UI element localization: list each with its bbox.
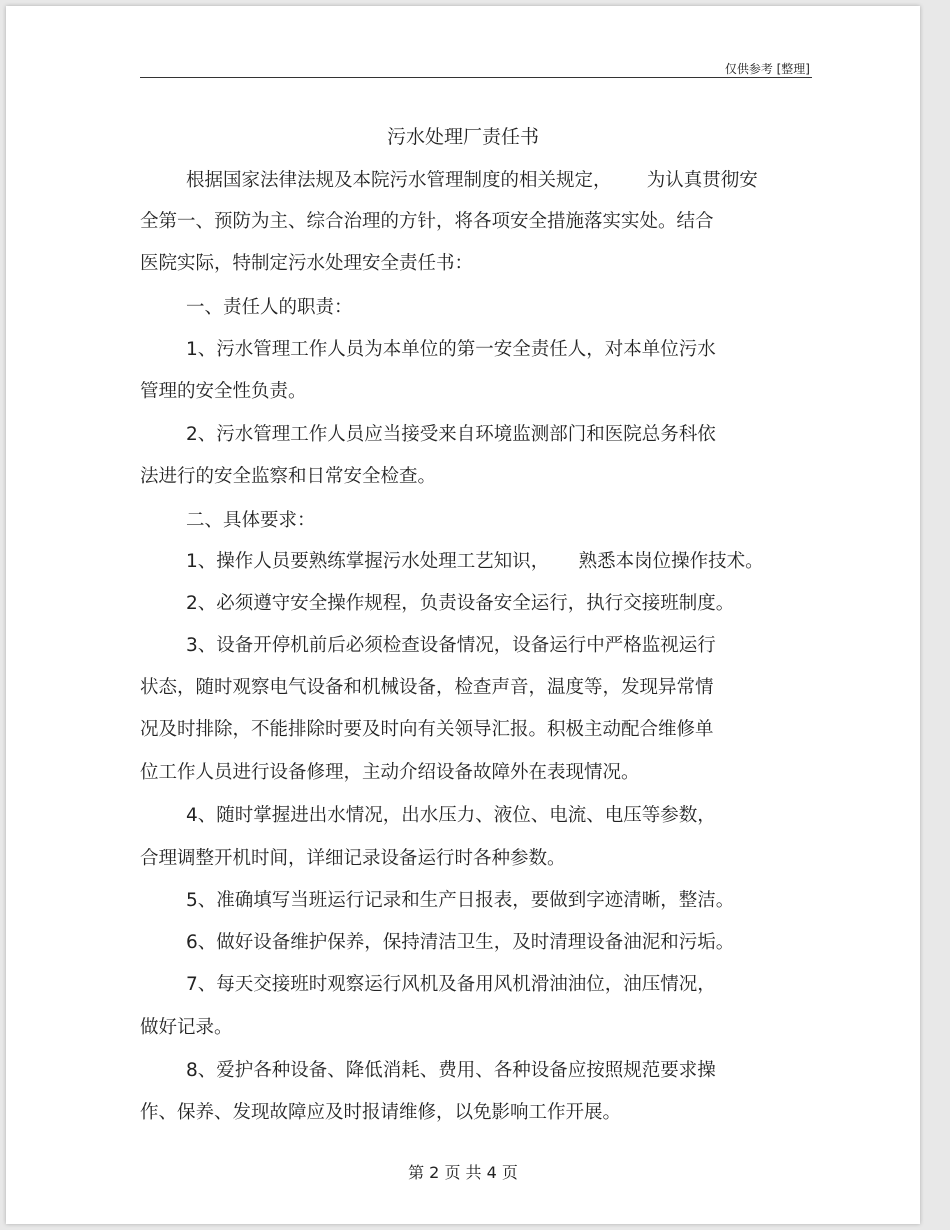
section-heading: 二、具体要求： (186, 510, 316, 531)
body-line: 1、操作人员要熟练掌握污水处理工艺知识， 熟悉本岗位操作技术。 (186, 551, 764, 572)
body-line: 6、做好设备维护保养，保持清洁卫生，及时清理设备油泥和污垢。 (186, 932, 735, 953)
body-line: 3、设备开停机前后必须检查设备情况，设备运行中严格监视运行 (186, 635, 716, 656)
body-line: 全第一、预防为主、综合治理的方针，将各项安全措施落实实处。结合 (140, 211, 714, 232)
body-line: 2、污水管理工作人员应当接受来自环境监测部门和医院总务科依 (186, 424, 716, 445)
document-page (6, 6, 920, 1224)
body-line: 根据国家法律法规及本院污水管理制度的相关规定， 为认真贯彻安 (186, 170, 758, 191)
body-line: 状态，随时观察电气设备和机械设备，检查声音，温度等，发现异常情 (140, 677, 714, 698)
body-line: 作、保养、发现故障应及时报请维修，以免影响工作开展。 (140, 1102, 622, 1123)
body-line: 1、污水管理工作人员为本单位的第一安全责任人，对本单位污水 (186, 339, 716, 360)
header-note: 仅供参考 [整理] (724, 62, 810, 76)
body-line: 管理的安全性负责。 (140, 381, 307, 402)
body-line: 7、每天交接班时观察运行风机及备用风机滑油油位，油压情况， (186, 974, 716, 995)
body-line: 8、爱护各种设备、降低消耗、费用、各种设备应按照规范要求操 (186, 1060, 716, 1081)
body-line: 位工作人员进行设备修理，主动介绍设备故障外在表现情况。 (140, 762, 640, 783)
body-line: 况及时排除，不能排除时要及时向有关领导汇报。积极主动配合维修单 (140, 719, 714, 740)
body-line: 医院实际，特制定污水处理安全责任书： (140, 253, 474, 274)
header-rule (140, 77, 812, 78)
body-line: 做好记录。 (140, 1017, 233, 1038)
body-line: 4、随时掌握进出水情况，出水压力、液位、电流、电压等参数， (186, 805, 716, 826)
body-line: 5、准确填写当班运行记录和生产日报表，要做到字迹清晰，整洁。 (186, 890, 735, 911)
body-line: 2、必须遵守安全操作规程，负责设备安全运行，执行交接班制度。 (186, 593, 735, 614)
body-line: 合理调整开机时间，详细记录设备运行时各种参数。 (140, 848, 566, 869)
section-heading: 一、责任人的职责： (186, 297, 353, 318)
page-number: 第 2 页 共 4 页 (408, 1163, 518, 1182)
document-title: 污水处理厂责任书 (386, 126, 539, 148)
body-line: 法进行的安全监察和日常安全检查。 (140, 466, 437, 487)
